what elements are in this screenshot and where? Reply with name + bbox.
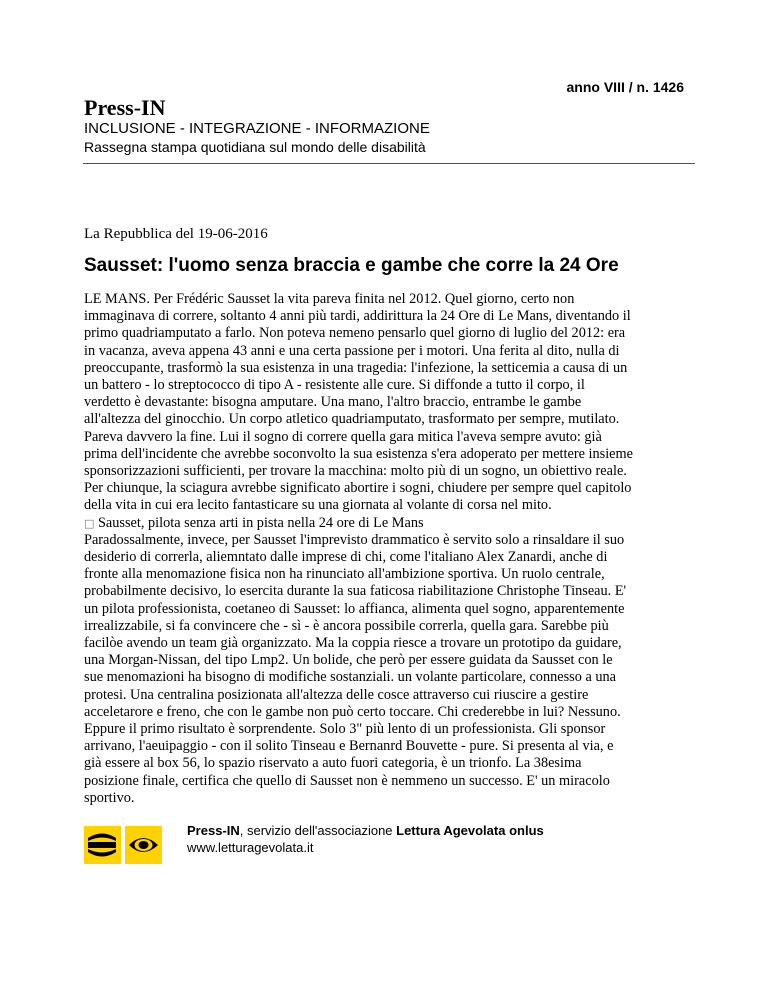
article-line: immaginava di correre, soltanto 4 anni più tardi, addirittura la 24 Ore di Le Mans, diventando il [84,308,631,325]
article-line: verdetto è devastante: bisogna amputare. Una mano, l'altro braccio, entrambe le gambe [84,394,582,411]
article-line: in vacanza, aveva appena 43 anni e una certa passione per i motori. Una ferita al dito, nulla di [84,342,620,359]
article-title: Sausset: l'uomo senza braccia e gambe che corre la 24 Ore [84,255,619,276]
article-line: un battero - lo streptococco di tipo A - resistente alle cure. Si diffonde a tutto il corpo, il [84,377,585,394]
article-line: prima dell'incidente che avrebbe soconvolto la sua esistenza s'era adoperato per mettere insieme [84,445,633,462]
article-line: desiderio di correrla, aliemntato dalle imprese di chi, come l'italiano Alex Zanardi, anche di [84,549,608,566]
issue-number: anno VIII / n. 1426 [566,79,684,95]
publication-title: Press-IN [84,95,166,120]
article-line: già essere al box 56, lo spazio riservato a auto fuori categoria, è un trionfo. La 38esima [84,755,582,772]
article-line: sponsorizzazioni sufficienti, per trovare la macchina: molto più di un sogno, un obiettivo reale. [84,463,627,480]
footer-association: Lettura Agevolata onlus [396,823,544,838]
article-line: Pareva davvero la fine. Lui il sogno di correre quella gara mitica l'aveva sempre avuto: già [84,428,602,445]
logo-right-pupil [139,841,149,849]
article-line: sue menomazioni ha bisogno di modifiche sostanziali. un volante particolare, connesso a una [84,669,617,686]
article-line: fronte alla menomazione fisica non ha rinunciato all'ambizione sportiva. Un ruolo centrale, [84,566,605,583]
article-line: probabilmente decisivo, lo esercita durante la sua faticosa riabilitazione Christophe Tinseau. E' [84,583,627,600]
article-line: arrivano, l'aeuipaggio - con il solito Tinseau e Bernanrd Bouvette - pure. Si presenta al via, e [84,738,614,755]
publication-subtagline: Rassegna stampa quotidiana sul mondo delle disabilità [84,139,426,155]
lettura-agevolata-logo [84,826,162,864]
footer-service-text: , servizio dell'associazione [239,823,397,838]
article-line: irrealizzabile, si fa convincere che - sì - è ancora possibile correrla, quella gara. Sarebbe più [84,617,609,634]
article-line: Per chiunque, la sciagura avrebbe significato abortire i sogni, chiudere per sempre quel capitolo [84,480,632,497]
footer-brand: Press-IN [187,823,240,838]
article-line: posizione finale, certifica che quello di Sausset non è nemmeno un successo. E' un miracolo [84,772,610,789]
article-line: facilòe avendo un team già organizzato. Ma la coppia riesce a trovare un prototipo da guidare, [84,635,622,652]
article-line: della vita in cui era lecito fantasticare su una giornata al volante di corsa nel mito. [84,497,552,514]
article-line: sportivo. [84,789,135,806]
image-caption-text: Sausset, pilota senza arti in pista nella 24 ore di Le Mans [97,514,424,531]
article-source: La Repubblica del 19-06-2016 [84,226,268,242]
footer-url[interactable]: www.letturagevolata.it [187,840,314,855]
article-line: all'altezza del ginocchio. Un corpo atletico quadriamputato, trasformato per sempre, mutilato. [84,411,620,428]
footer-credits [187,822,544,856]
header-divider [83,163,695,164]
article-line: primo quadriamputato a farlo. Non poteva nemeno pensarlo quel giorno di luglio del 2012: era [84,325,626,342]
article-line: preoccupante, trasformò la sua esistenza in una tragedia: l'infezione, la setticemia a causa di un [84,359,628,376]
article-line: acceletarore e freno, che con le gambe non può certo toccare. Chi crederebbe in lui? Nessuno. [84,703,621,720]
article-line: una Morgan-Nissan, del tipo Lmp2. Un bolide, che però per essere guidata da Sausset con le [84,652,613,669]
logo-left-bar [88,842,116,848]
article-line: protesi. Una centralina posizionata all'altezza delle cosce attraverso cui riuscire a gestire [84,686,589,703]
publication-tagline: INCLUSIONE - INTEGRAZIONE - INFORMAZIONE [84,120,430,137]
article-line: Paradossalmente, invece, per Sausset l'imprevisto drammatico è servito solo a rinsaldare il suo [84,531,625,548]
article-line: un pilota professionista, coetaneo di Sausset: lo affianca, alimenta quel sogno, apparentemente [84,600,625,617]
article-body [84,291,688,807]
missing-image-icon: □ [84,516,95,530]
article-line: LE MANS. Per Frédéric Sausset la vita pareva finita nel 2012. Quel giorno, certo non [84,291,575,307]
image-caption [84,515,688,532]
article-line: Eppure il primo risultato è sorprendente. Solo 3" più lento di un professionista. Gli sponsor [84,721,606,738]
